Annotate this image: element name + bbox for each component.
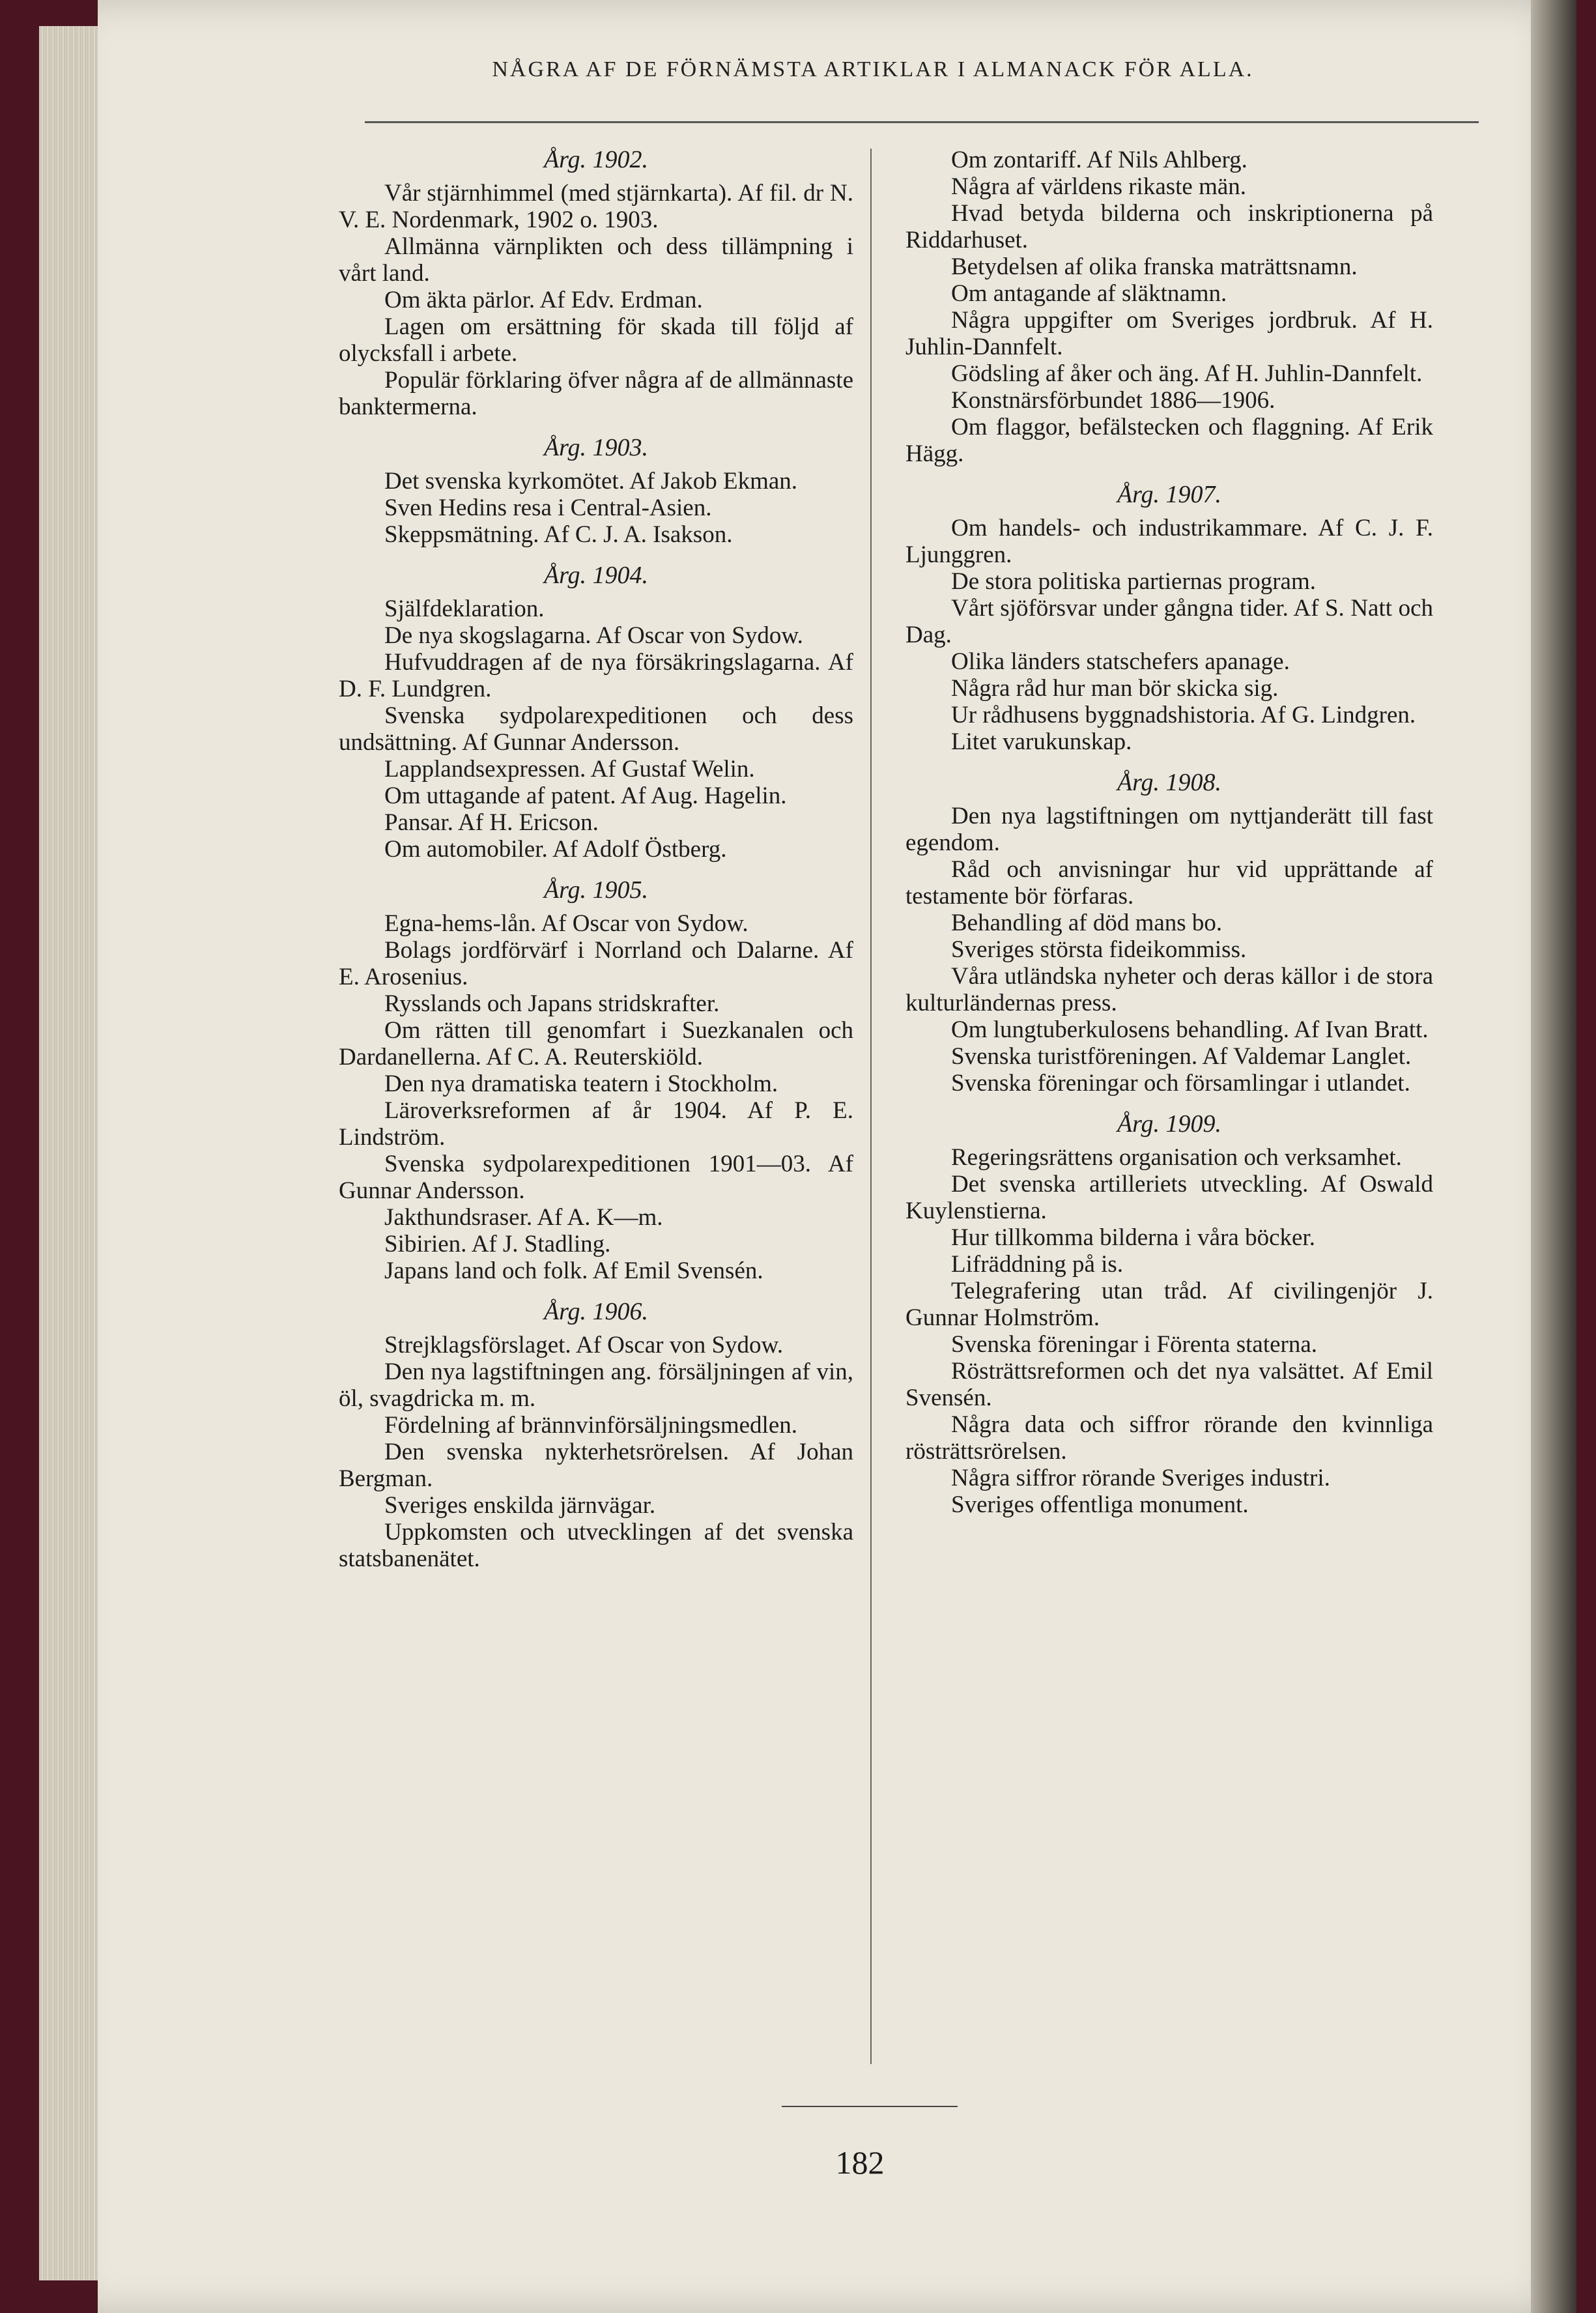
article-entry: Jakthundsraser. Af A. K—m. — [384, 1204, 663, 1231]
article-entry: Om uttagande af patent. Af Aug. Hagelin. — [384, 783, 787, 809]
article-entry: Sven Hedins resa i Central-Asien. — [384, 495, 712, 521]
article-entry: Telegrafering utan tråd. Af civilingenjör J. Gunnar Holmström. — [905, 1278, 1433, 1331]
article-entry: Läroverksreformen af år 1904. Af P. E. Lindström. — [339, 1097, 853, 1151]
article-entry: Vår stjärnhimmel (med stjärnkarta). Af fil. dr N. V. E. Nordenmark, 1902 o. 1903. — [339, 180, 853, 233]
article-entry: De nya skogslagarna. Af Oscar von Sydow. — [384, 622, 803, 649]
article-entry: Om zontariff. Af Nils Ahlberg. — [951, 147, 1247, 173]
header-rule — [365, 121, 1479, 123]
article-entry: Vårt sjöförsvar under gångna tider. Af S. Natt och Dag. — [905, 595, 1433, 648]
article-entry: Litet varukunskap. — [951, 728, 1132, 755]
year-heading: Årg. 1908. — [1117, 769, 1222, 796]
left-column — [339, 147, 853, 1572]
article-entry: Sveriges offentliga monument. — [951, 1491, 1249, 1518]
article-entry: Svenska turistföreningen. Af Valdemar Langlet. — [951, 1043, 1412, 1070]
article-entry: Skeppsmätning. Af C. J. A. Isakson. — [384, 521, 733, 548]
article-entry: Hufvuddragen af de nya försäkringslagarna. Af D. F. Lundgren. — [339, 649, 853, 702]
article-entry: Pansar. Af H. Ericson. — [384, 809, 599, 836]
article-entry: Några af världens rikaste män. — [951, 173, 1247, 200]
article-entry: Om automobiler. Af Adolf Östberg. — [384, 836, 727, 863]
article-entry: Lifräddning på is. — [951, 1251, 1124, 1278]
article-entry: De stora politiska partiernas program. — [951, 568, 1316, 595]
page-number: 182 — [835, 2144, 885, 2181]
article-entry: Om lungtuberkulosens behandling. Af Ivan Bratt. — [951, 1016, 1429, 1043]
article-entry: Lapplandsexpressen. Af Gustaf Welin. — [384, 756, 755, 783]
article-entry: Några råd hur man bör skicka sig. — [951, 675, 1279, 702]
article-entry: Allmänna värnplikten och dess tillämpning i vårt land. — [339, 233, 853, 287]
article-entry: Om antagande af släktnamn. — [951, 280, 1227, 307]
year-heading: Årg. 1902. — [543, 146, 649, 173]
article-entry: Några data och siffror rörande den kvinnliga rösträttsrörelsen. — [905, 1411, 1433, 1465]
year-heading: Årg. 1909. — [1117, 1110, 1222, 1138]
article-entry: Hur tillkomma bilderna i våra böcker. — [951, 1224, 1315, 1251]
article-entry: Svenska sydpolarexpeditionen 1901—03. Af Gunnar Andersson. — [339, 1151, 853, 1204]
article-entry: Själfdeklaration. — [384, 596, 545, 622]
article-entry: Rysslands och Japans stridskrafter. — [384, 990, 720, 1017]
article-entry: Populär förklaring öfver några af de allmännaste banktermerna. — [339, 367, 853, 420]
article-entry: Några siffror rörande Sveriges industri. — [951, 1465, 1330, 1491]
article-entry: Betydelsen af olika franska maträttsnamn. — [951, 253, 1358, 280]
article-entry: Bolags jordförvärf i Norrland och Dalarne. Af E. Arosenius. — [339, 937, 853, 990]
article-entry: Egna-hems-lån. Af Oscar von Sydow. — [384, 910, 748, 937]
article-entry: Strejklagsförslaget. Af Oscar von Sydow. — [384, 1332, 784, 1358]
article-entry: Olika länders statschefers apanage. — [951, 648, 1290, 675]
article-entry: Rösträttsreformen och det nya valsättet. Af Emil Svensén. — [905, 1358, 1433, 1411]
article-entry: Det svenska artilleriets utveckling. Af Oswald Kuylenstierna. — [905, 1171, 1433, 1224]
article-entry: Fördelning af brännvinförsäljningsmedlen. — [384, 1412, 798, 1439]
article-entry: Om handels- och industrikammare. Af C. J. F. Ljunggren. — [905, 515, 1433, 568]
article-entry: Ur rådhusens byggnadshistoria. Af G. Lindgren. — [951, 702, 1416, 728]
article-entry: Regeringsrättens organisation och verksamhet. — [951, 1144, 1402, 1171]
year-heading: Årg. 1907. — [1117, 481, 1222, 508]
article-entry: Konstnärsförbundet 1886—1906. — [951, 387, 1275, 414]
article-entry: Råd och anvisningar hur vid upprättande af testamente bör förfaras. — [905, 856, 1433, 910]
article-entry: Svenska föreningar och församlingar i utlandet. — [951, 1070, 1410, 1097]
running-header: NÅGRA AF DE FÖRNÄMSTA ARTIKLAR I ALMANACK FÖR ALLA. — [492, 57, 1254, 81]
page-gutter — [1531, 0, 1576, 2313]
article-entry: Våra utländska nyheter och deras källor i de stora kulturländernas press. — [905, 963, 1433, 1016]
right-column — [905, 147, 1433, 1518]
year-heading: Årg. 1906. — [543, 1298, 649, 1325]
article-entry: Den svenska nykterhetsrörelsen. Af Johan Bergman. — [339, 1439, 853, 1492]
article-entry: Den nya lagstiftningen ang. försäljningen af vin, öl, svagdricka m. m. — [339, 1358, 853, 1412]
article-entry: Hvad betyda bilderna och inskriptionerna på Riddarhuset. — [905, 200, 1433, 253]
article-entry: Svenska föreningar i Förenta staterna. — [951, 1331, 1318, 1358]
year-heading: Årg. 1905. — [543, 876, 649, 904]
article-entry: Om äkta pärlor. Af Edv. Erdman. — [384, 287, 703, 313]
article-entry: Den nya dramatiska teatern i Stockholm. — [384, 1070, 778, 1097]
article-entry: Om flaggor, befälstecken och flaggning. Af Erik Hägg. — [905, 414, 1433, 467]
article-entry: Sveriges enskilda järnvägar. — [384, 1492, 656, 1519]
article-entry: Sibirien. Af J. Stadling. — [384, 1231, 611, 1257]
year-heading: Årg. 1904. — [543, 562, 649, 589]
article-entry: Några uppgifter om Sveriges jordbruk. Af H. Juhlin-Dannfelt. — [905, 307, 1433, 360]
article-entry: Uppkomsten och utvecklingen af det svenska statsbanenätet. — [339, 1519, 853, 1572]
column-divider — [870, 149, 872, 2064]
year-heading: Årg. 1903. — [543, 434, 649, 461]
article-entry: Svenska sydpolarexpeditionen och dess undsättning. Af Gunnar Andersson. — [339, 702, 853, 756]
footer-rule — [782, 2106, 958, 2107]
article-entry: Om rätten till genomfart i Suezkanalen och Dardanellerna. Af C. A. Reuterskiöld. — [339, 1017, 853, 1070]
article-entry: Japans land och folk. Af Emil Svensén. — [384, 1257, 763, 1284]
article-entry: Lagen om ersättning för skada till följd af olycksfall i arbete. — [339, 313, 853, 367]
article-entry: Behandling af död mans bo. — [951, 910, 1223, 936]
article-entry: Sveriges största fideikommiss. — [951, 936, 1247, 963]
article-entry: Det svenska kyrkomötet. Af Jakob Ekman. — [384, 468, 798, 495]
article-entry: Gödsling af åker och äng. Af H. Juhlin-Dannfelt. — [951, 360, 1423, 387]
article-entry: Den nya lagstiftningen om nyttjanderätt till fast egendom. — [905, 803, 1433, 856]
